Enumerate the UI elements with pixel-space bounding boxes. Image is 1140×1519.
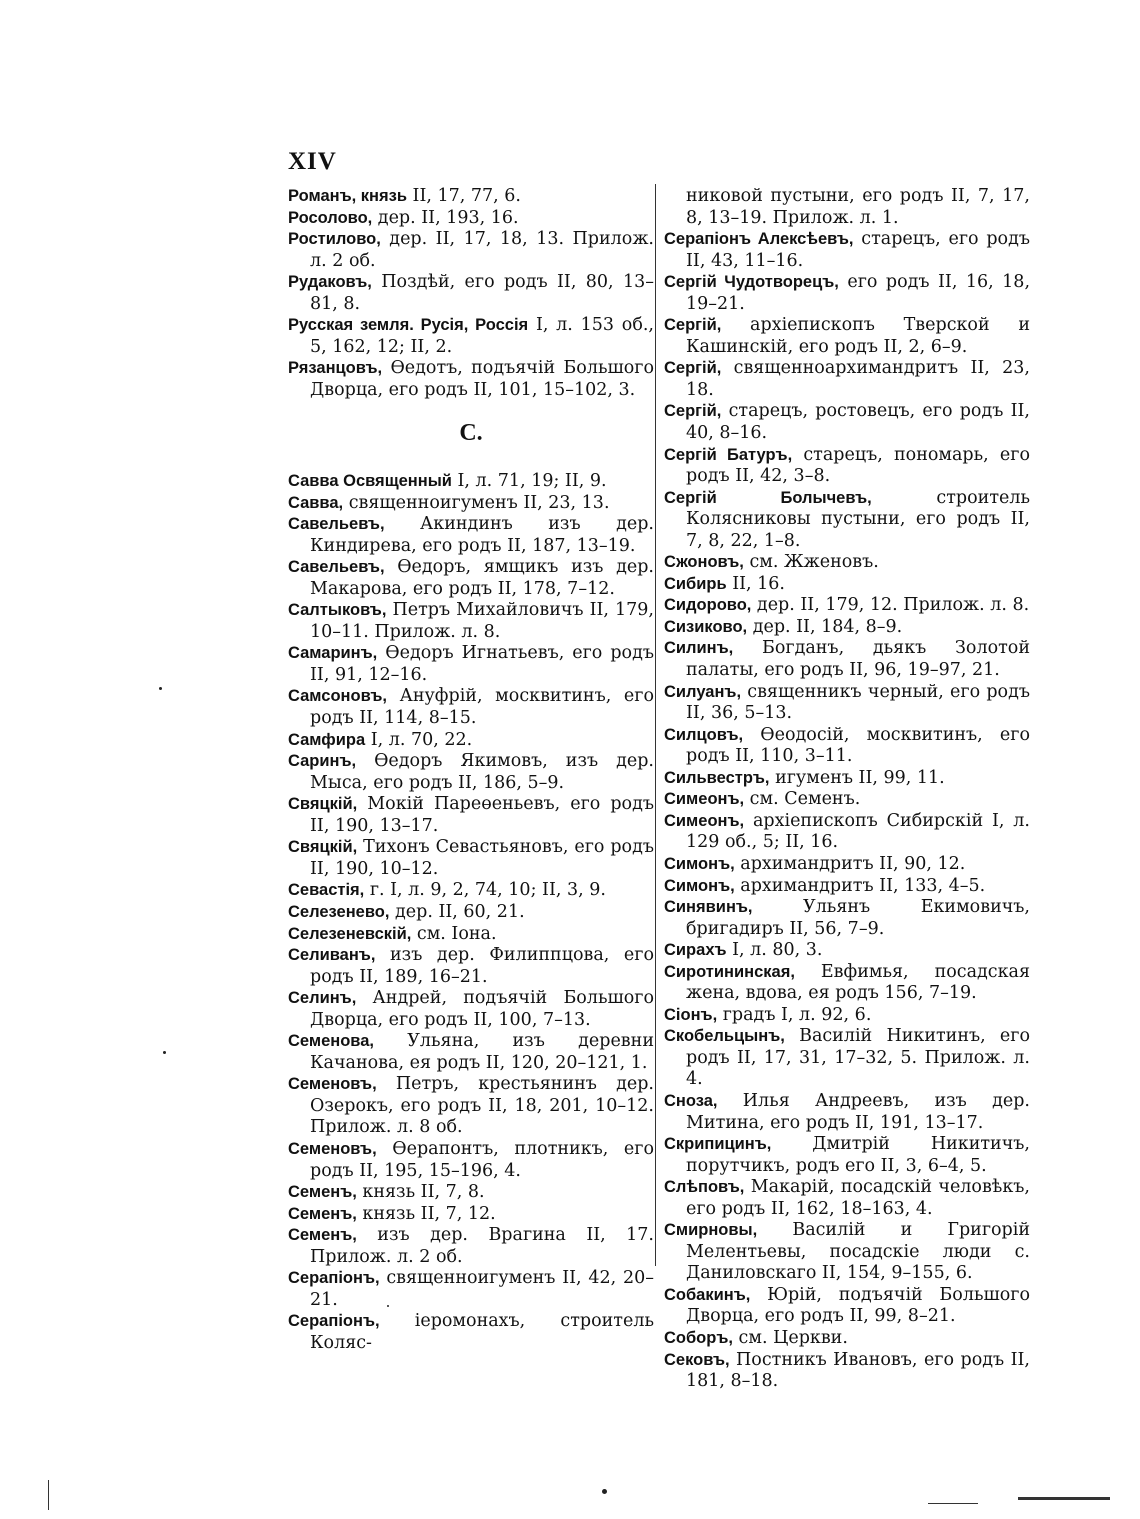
entry-body: I, л. 71, 19; II, 9. (451, 471, 607, 492)
index-entry (288, 988, 654, 1031)
index-entry (664, 725, 1030, 768)
entry-heading: Романъ, князь (288, 187, 407, 205)
index-entry (664, 272, 1030, 315)
index-entry (664, 1091, 1030, 1134)
entry-heading: Селезеневскій, (288, 924, 412, 943)
entry-heading: Селезенево, (288, 902, 390, 921)
entry-body: игуменъ II, 99, 11. (769, 767, 945, 788)
entry-body: Өедоръ, ямщикъ изъ дер. Макарова, его родъ II, 178, 7–12. (310, 557, 654, 599)
entry-body: архимандритъ II, 133, 4–5. (734, 875, 986, 896)
entry-heading: Рудаковъ, (288, 273, 372, 292)
entry-body: Мокій Пареөеньевъ, его родъ II, 190, 13–17. (310, 794, 654, 836)
entry-heading: Сноза, (664, 1091, 718, 1110)
index-entry (664, 1350, 1030, 1393)
entry-heading: Семенова, (288, 1032, 374, 1051)
index-entry (664, 1005, 1030, 1027)
scan-speck (159, 687, 162, 690)
entry-heading: Симонъ, (664, 854, 735, 873)
entry-heading: Сжоновъ, (664, 553, 744, 572)
entry-body: Евфимья, посадская жена, вдова, ея родъ 156, 7–19. (686, 961, 1030, 1004)
page-number: XIV (288, 148, 337, 175)
entry-body: дер. II, 60, 21. (389, 901, 525, 922)
entry-heading: Самфира (288, 730, 366, 749)
entry-heading: Соборъ, (664, 1328, 733, 1347)
entry-body: дер. II, 179, 12. Прилож. л. 8. (751, 595, 1030, 616)
entry-heading: Синявинъ, (664, 898, 753, 917)
index-entry (288, 1225, 654, 1268)
index-entry (288, 208, 654, 230)
entry-body: Василій и Григорій Мелентьевы, посадскіе люди с. Даниловскаго II, 154, 9–155, 6. (686, 1220, 1030, 1284)
entry-heading: Скобельцынъ, (664, 1027, 785, 1046)
entry-body: князь II, 7, 12. (356, 1203, 496, 1224)
entry-heading: Сиротининская, (664, 962, 795, 981)
entry-body: Постникъ Ивановъ, его родъ II, 181, 8–18. (686, 1349, 1030, 1392)
entry-heading: Сековъ, (664, 1350, 730, 1369)
entry-body: I, л. 80, 3. (726, 940, 823, 961)
entry-body: Ульяна, изъ деревни Качанова, ея родъ II, 120, 20–121, 1. (310, 1031, 654, 1073)
entry-body: Өедоръ Игнатьевъ, его родъ II, 91, 12–16. (310, 643, 654, 685)
entry-body: старецъ, пономарь, его родъ II, 42, 3–8. (686, 444, 1030, 487)
entry-heading: Симеонъ, (664, 811, 745, 830)
entry-body: изъ дер. Врагина II, 17. Прилож. л. 2 об. (310, 1225, 654, 1267)
index-entry (288, 493, 654, 515)
entry-body: Акиндинъ изъ дер. Киндирева, его родъ II, 187, 13–19. (310, 514, 654, 556)
entry-heading: Савельевъ, (288, 558, 385, 577)
entry-heading: Силцовъ, (664, 725, 744, 744)
index-entry (664, 789, 1030, 811)
scan-line-mark (48, 1480, 49, 1510)
entry-body: градъ I, л. 92, 6. (717, 1004, 872, 1025)
entry-body: см. Іона. (411, 923, 497, 944)
entry-body: Илья Андреевъ, изъ дер. Митина, его родъ II, 191, 13–17. (686, 1090, 1030, 1133)
entry-body: дер. II, 17, 18, 13. Прилож. л. 2 об. (310, 229, 654, 271)
index-entry (664, 1026, 1030, 1091)
index-entry (664, 1134, 1030, 1177)
entry-body: священноигуменъ II, 42, 20–21. (310, 1268, 654, 1310)
entry-heading: Сергій Чудотворецъ, (664, 273, 839, 292)
index-entry (288, 600, 654, 643)
scan-line-mark (1018, 1497, 1110, 1500)
column-divider (655, 184, 656, 1266)
index-entry (664, 229, 1030, 272)
entry-heading: Сизиково, (664, 617, 748, 636)
index-entry (288, 471, 654, 493)
entry-body: Петръ Михайловичъ II, 179, 10–11. Прилож. л. 8. (310, 600, 654, 642)
index-entry (288, 514, 654, 557)
index-entry (664, 1220, 1030, 1285)
index-entry (664, 358, 1030, 401)
section-letter: С. (459, 420, 483, 447)
entry-heading: Сирахъ (664, 941, 727, 960)
entry-body: г. I, л. 9, 2, 74, 10; II, 3, 9. (364, 880, 606, 901)
entry-body: Василій Никитинъ, его родъ II, 17, 31, 17–32, 5. Прилож. л. 4. (686, 1026, 1030, 1090)
entry-body: Ануфрій, москвитинъ, его родъ II, 114, 8–15. (310, 686, 654, 729)
entry-heading: Семенъ, (288, 1204, 357, 1223)
entry-body: II, 17, 77, 6. (406, 186, 521, 206)
index-entry (288, 1182, 654, 1204)
index-entry (664, 315, 1030, 358)
index-entry (288, 730, 654, 752)
index-entry (664, 445, 1030, 488)
index-entry (288, 945, 654, 988)
index-entry (664, 1177, 1030, 1220)
entry-heading: Семеновъ, (288, 1139, 377, 1158)
entry-heading: Рязанцовъ, (288, 359, 383, 378)
right-column (664, 186, 1030, 1393)
entry-heading: Смирновы, (664, 1221, 758, 1240)
entry-body: дер. II, 184, 8–9. (747, 616, 903, 637)
entry-heading: Сергій Батуръ, (664, 445, 793, 464)
entry-body: Тихонъ Севастьяновъ, его родъ II, 190, 10–12. (310, 837, 654, 879)
entry-heading: Селинъ, (288, 989, 357, 1008)
entry-heading: Серапіонъ, (288, 1312, 380, 1331)
entry-heading: Слѣповъ, (664, 1178, 745, 1197)
scan-speck (387, 1305, 389, 1307)
entry-body: Ульянъ Екимовичъ, бригадиръ II, 56, 7–9. (686, 897, 1030, 939)
entry-heading: Сергій Болычевъ, (664, 488, 872, 507)
entry-heading: Самсоновъ, (288, 687, 387, 706)
entries-before-section (288, 186, 654, 401)
index-entry (288, 229, 654, 272)
entry-body: старецъ, его родъ II, 43, 11–16. (686, 229, 1030, 271)
index-entry (664, 552, 1030, 574)
scan-speck (602, 1489, 607, 1494)
scan-speck (163, 1051, 166, 1054)
index-entry (664, 488, 1030, 553)
index-entry (664, 186, 1030, 229)
entry-heading: Симеонъ, (664, 790, 745, 809)
entry-body: священникъ черный, его родъ II, 36, 5–13. (686, 681, 1030, 724)
entry-heading: Сергій, (664, 402, 722, 421)
entry-heading: Селиванъ, (288, 946, 376, 965)
entry-body: архіепископъ Тверской и Кашинскій, его родъ II, 2, 6–9. (686, 315, 1030, 357)
entry-heading: Семенъ, (288, 1183, 357, 1202)
index-entry (664, 854, 1030, 876)
right-entries (664, 186, 1030, 1393)
entry-body: никовой пустыни, его родъ II, 7, 17, 8, 13–19. Прилож. л. 1. (686, 186, 1030, 228)
entry-heading: Свяцкій, (288, 838, 358, 857)
index-entry (288, 837, 654, 880)
index-entry (664, 811, 1030, 854)
entry-heading: Серапіонъ, (288, 1269, 380, 1288)
index-entry (288, 557, 654, 600)
index-entry (288, 751, 654, 794)
index-entry (664, 1328, 1030, 1350)
index-entry (664, 595, 1030, 617)
entry-body: Өедотъ, подъячій Большого Дворца, его родъ II, 101, 15–102, 3. (310, 358, 654, 400)
index-entry (664, 897, 1030, 940)
entry-heading: Саринъ, (288, 752, 357, 771)
entry-body: Өерапонтъ, плотникъ, его родъ II, 195, 15–196, 4. (310, 1138, 654, 1181)
entry-heading: Сергій, (664, 316, 722, 335)
entries-after-section (288, 471, 654, 1354)
entry-heading: Симонъ, (664, 876, 735, 895)
index-entry (288, 1268, 654, 1311)
entry-heading: Севастія, (288, 881, 365, 900)
entry-body: князь II, 7, 8. (356, 1182, 485, 1203)
scan-line-mark (928, 1503, 978, 1504)
entry-body: I, л. 153 об., 5, 162, 12; II, 2. (310, 315, 654, 357)
entry-heading: Русская земля. Русія, Россія (288, 316, 529, 335)
entry-body: старецъ, ростовецъ, его родъ II, 40, 8–16. (686, 401, 1030, 444)
entry-heading: Савва Освященный (288, 472, 452, 491)
index-entry (288, 272, 654, 315)
entry-heading: Свяцкій, (288, 795, 358, 814)
entry-body: священноигуменъ II, 23, 13. (343, 492, 610, 513)
index-entry (288, 315, 654, 358)
index-entry (288, 1031, 654, 1074)
entry-heading: Силинъ, (664, 639, 734, 658)
entry-body: изъ дер. Филиппцова, его родъ II, 189, 16–21. (310, 945, 654, 987)
entry-heading: Силуанъ, (664, 682, 742, 701)
entry-body: Андрей, подъячій Большого Дворца, его родъ II, 100, 7–13. (310, 988, 654, 1030)
entry-body: см. Церкви. (732, 1327, 848, 1348)
entry-body: Поздѣй, его родъ II, 80, 13–81, 8. (310, 272, 654, 314)
entry-body: Богданъ, дьякъ Золотой палаты, его родъ II, 96, 19–97, 21. (686, 638, 1030, 681)
entry-heading: Серапіонъ Алексѣевъ, (664, 230, 854, 249)
entry-heading: Савва, (288, 493, 344, 512)
index-entry (288, 794, 654, 837)
entry-heading: Скрипицинъ, (664, 1135, 772, 1154)
index-entry (288, 186, 654, 208)
entry-body: его родъ II, 16, 18, 19–21. (686, 272, 1031, 314)
entry-body: іеромонахъ, строитель Коляс- (310, 1311, 654, 1353)
index-entry (288, 686, 654, 729)
index-entry (664, 962, 1030, 1005)
index-entry (664, 574, 1030, 596)
entry-heading: Самаринъ, (288, 644, 378, 663)
entry-heading: Салтыковъ, (288, 601, 387, 620)
entry-body: I, л. 70, 22. (365, 729, 473, 750)
entry-body: см. Семенъ. (744, 789, 861, 810)
entry-body: II, 16. (726, 573, 785, 594)
index-entry (288, 1311, 654, 1354)
entry-heading: Росолово, (288, 208, 373, 227)
index-entry (664, 617, 1030, 639)
entry-heading: Семеновъ, (288, 1075, 377, 1094)
entry-heading: Савельевъ, (288, 515, 385, 534)
index-entry (288, 358, 654, 401)
entry-heading: Сіонъ, (664, 1005, 718, 1024)
entry-body: Өедоръ Якимовъ, изъ дер. Мыса, его родъ II, 186, 5–9. (310, 751, 654, 793)
index-entry (664, 768, 1030, 790)
entry-heading: Сидорово, (664, 596, 752, 615)
entry-body: Юрій, подъячій Большого Дворца, его родъ II, 99, 8–21. (686, 1284, 1030, 1327)
index-entry (664, 940, 1030, 962)
left-column (288, 186, 654, 1354)
index-entry (288, 1139, 654, 1182)
entry-body: архимандритъ II, 90, 12. (734, 853, 966, 874)
entry-body: Дмитрій Никитичъ, порутчикъ, родъ его II, 3, 6–4, 5. (686, 1134, 1030, 1176)
index-entry (664, 638, 1030, 681)
entry-body: дер. II, 193, 16. (372, 207, 519, 228)
entry-heading: Сибирь (664, 574, 727, 593)
index-entry (664, 876, 1030, 898)
index-entry (288, 880, 654, 902)
index-entry (664, 682, 1030, 725)
index-entry (664, 1285, 1030, 1328)
entry-body: Петръ, крестьянинъ дер. Озерокъ, его родъ II, 18, 201, 10–12. Прилож. л. 8 об. (310, 1074, 654, 1138)
entry-body: Өеодосій, москвитинъ, его родъ II, 110, 3–11. (686, 724, 1030, 767)
index-entry (288, 643, 654, 686)
index-entry (288, 1204, 654, 1226)
entry-heading: Собакинъ, (664, 1285, 751, 1304)
entry-heading: Сергій, (664, 359, 722, 378)
entry-heading: Ростилово, (288, 230, 381, 249)
index-entry (288, 1074, 654, 1139)
entry-heading: Семенъ, (288, 1226, 357, 1245)
index-entry (288, 902, 654, 924)
index-entry (288, 924, 654, 946)
index-entry (664, 401, 1030, 444)
entry-body: см. Жженовъ. (743, 552, 879, 573)
entry-body: архіепископъ Сибирскій I, л. 129 об., 5; II, 16. (686, 810, 1030, 853)
entry-heading: Сильвестръ, (664, 768, 770, 787)
entry-body: Макарій, посадскій человѣкъ, его родъ II, 162, 18–163, 4. (686, 1177, 1030, 1219)
entry-body: священноархимандритъ II, 23, 18. (686, 358, 1030, 400)
entry-body: строитель Колясниковы пустыни, его родъ II, 7, 8, 22, 1–8. (686, 487, 1030, 551)
